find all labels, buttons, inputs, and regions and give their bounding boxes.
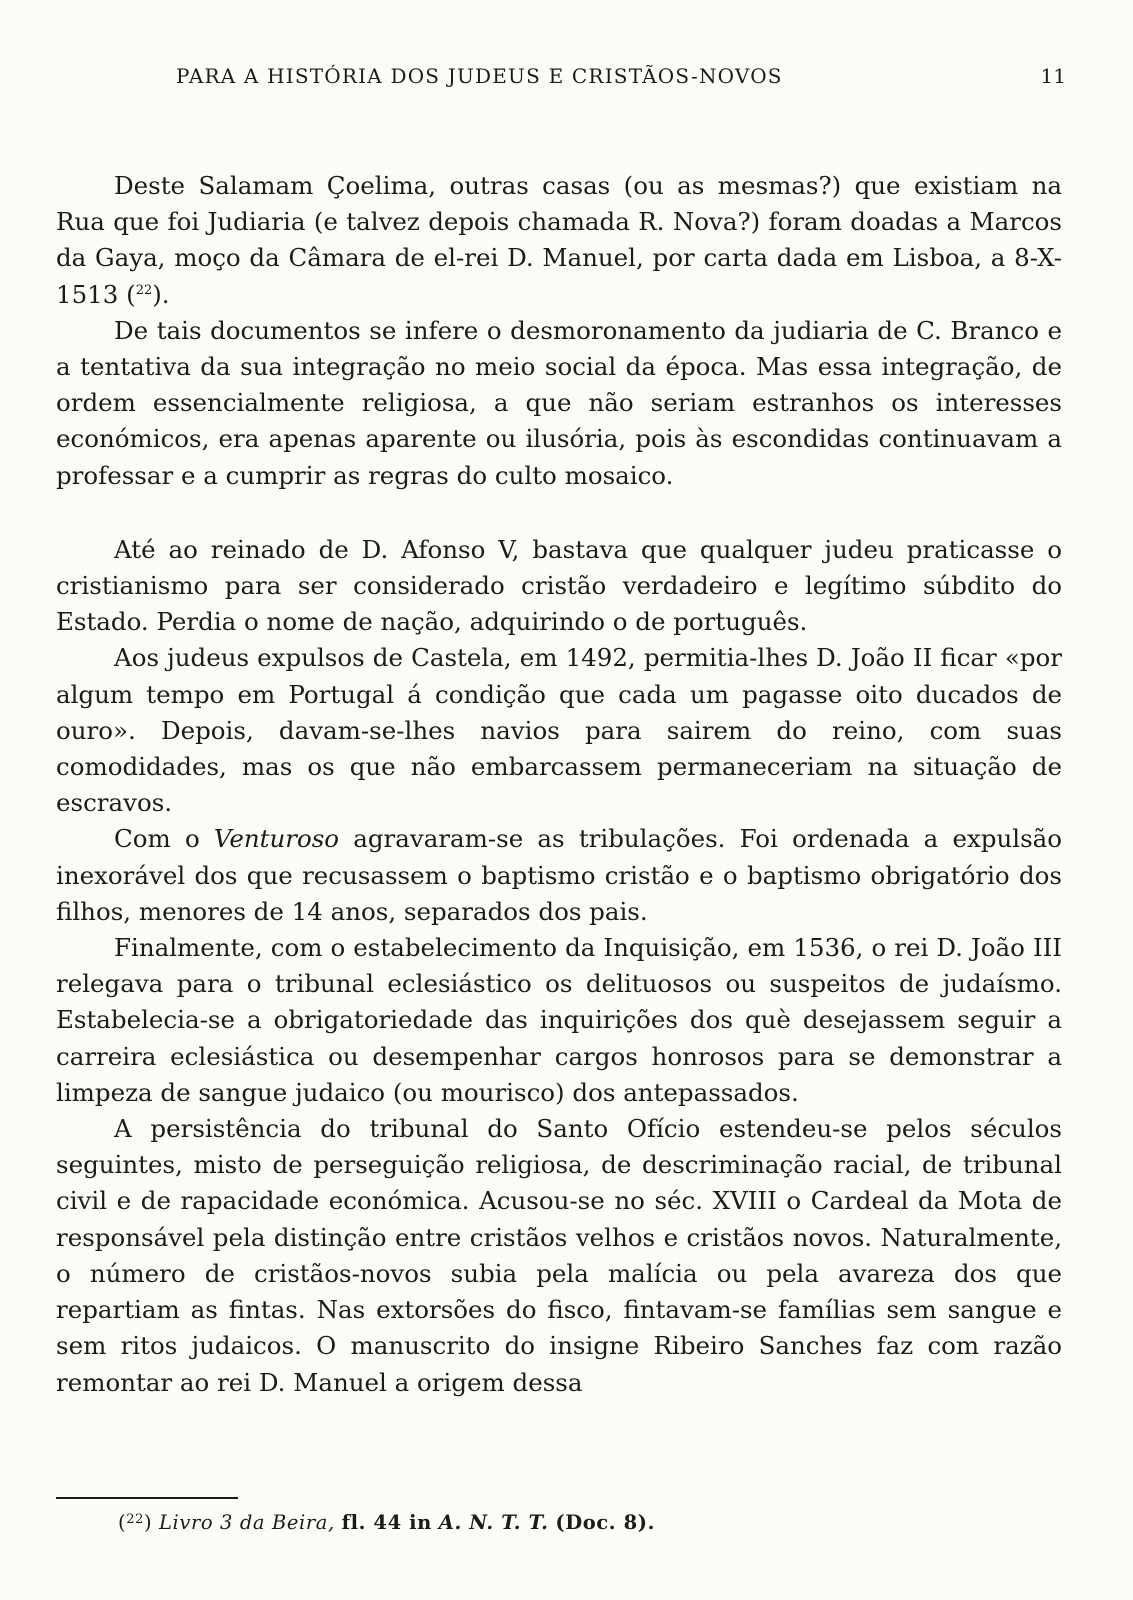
- footnote-number: 22: [126, 1512, 144, 1527]
- emphasis-venturoso: Venturoso: [213, 824, 340, 854]
- footnote-source: Livro 3 da Beira,: [158, 1511, 335, 1534]
- paragraph: A persistência do tribunal do Santo Ofício estendeu-se pelos séculos seguintes, misto de perseguição religiosa, de descriminação racial, de tribunal civil e de rapacidade económica. Acusou-se no séc. XVIII o Cardeal da Mota de responsável pela distinção entre cristãos velhos e cristãos novos. Naturalmente, o número de cristãos-novos subia pela malícia ou pela avareza dos que repartiam as fintas. Nas extorsões do fisco, fintavam-se famílias sem sangue e sem ritos judaicos. O manuscrito do insigne Ribeiro Sanches faz com razão remontar ao rei D. Manuel a origem dessa: [56, 1114, 1062, 1397]
- footnote-folio: fl. 44 in: [341, 1511, 432, 1534]
- paragraph: De tais documentos se infere o desmoronamento da judiaria de C. Branco e a tentativa da sua integração no meio social da época. Mas essa integração, de ordem essencialmente religiosa, a que não seriam estranhos os interesses económicos, era apenas aparente ou ilusória, pois às escondidas continuavam a professar e a cumprir as regras do culto mosaico.: [56, 315, 1062, 490]
- running-title: PARA A HISTÓRIA DOS JUDEUS E CRISTÃOS-NOVOS: [176, 64, 783, 88]
- footnote-divider: [56, 1497, 238, 1499]
- paragraph: Até ao reinado de D. Afonso V, bastava que qualquer judeu praticasse o cristianismo para ser considerado cristão verdadeiro e legítimo súbdito do Estado. Perdia o nome de nação, adquirindo o de português.: [56, 534, 1062, 637]
- paragraph: Finalmente, com o estabelecimento da Inquisição, em 1536, o rei D. João III relegava para o tribunal eclesiástico os delituosos ou suspeitos de judaísmo. Estabelecia-se a obrigatoriedade das inquirições dos què desejassem seguir a carreira eclesiástica ou desempenhar cargos honrosos para se demonstrar a limpeza de sangue judaico (ou mourisco) dos antepassados.: [56, 933, 1062, 1107]
- paragraph: Aos judeus expulsos de Castela, em 1492, permitia-lhes D. João II ficar «por algum tempo em Portugal á condição que cada um pagasse oito ducados de ouro». Depois, davam-se-lhes navios para sairem do reino, com suas comodidades, mas os que não embarcassem permaneceriam na situação de escravos.: [56, 643, 1062, 818]
- footnote: ($^{22}$) Livro 3 da Beira, fl. 44 in A. N. T. T. (Doc. 8).: [118, 1511, 655, 1534]
- footnote-doc: (Doc. 8).: [555, 1511, 655, 1534]
- paragraph: Com o Venturoso agravaram-se as tribulações. Foi ordenada a expulsão inexorável dos que recusassem o baptismo cristão e o baptismo obrigatório dos filhos, menores de 14 anos, separados dos pais.: [56, 824, 1062, 926]
- body-text: [56, 168, 1062, 1401]
- running-header: [176, 64, 1066, 88]
- paragraph: Deste Salamam Çoelima, outras casas (ou as mesmas?) que existiam na Rua que foi Judiaria (e talvez depois chamada R. Nova?) foram doadas a Marcos da Gaya, moço da Câmara de el-rei D. Manuel, por carta dada em Lisboa, a 8-X-1513 ($^{22}$).: [56, 171, 1062, 309]
- footnote-archive: A. N. T. T.: [438, 1511, 549, 1534]
- page-number: 11: [1040, 64, 1066, 88]
- footnote-reference: 22: [135, 282, 153, 298]
